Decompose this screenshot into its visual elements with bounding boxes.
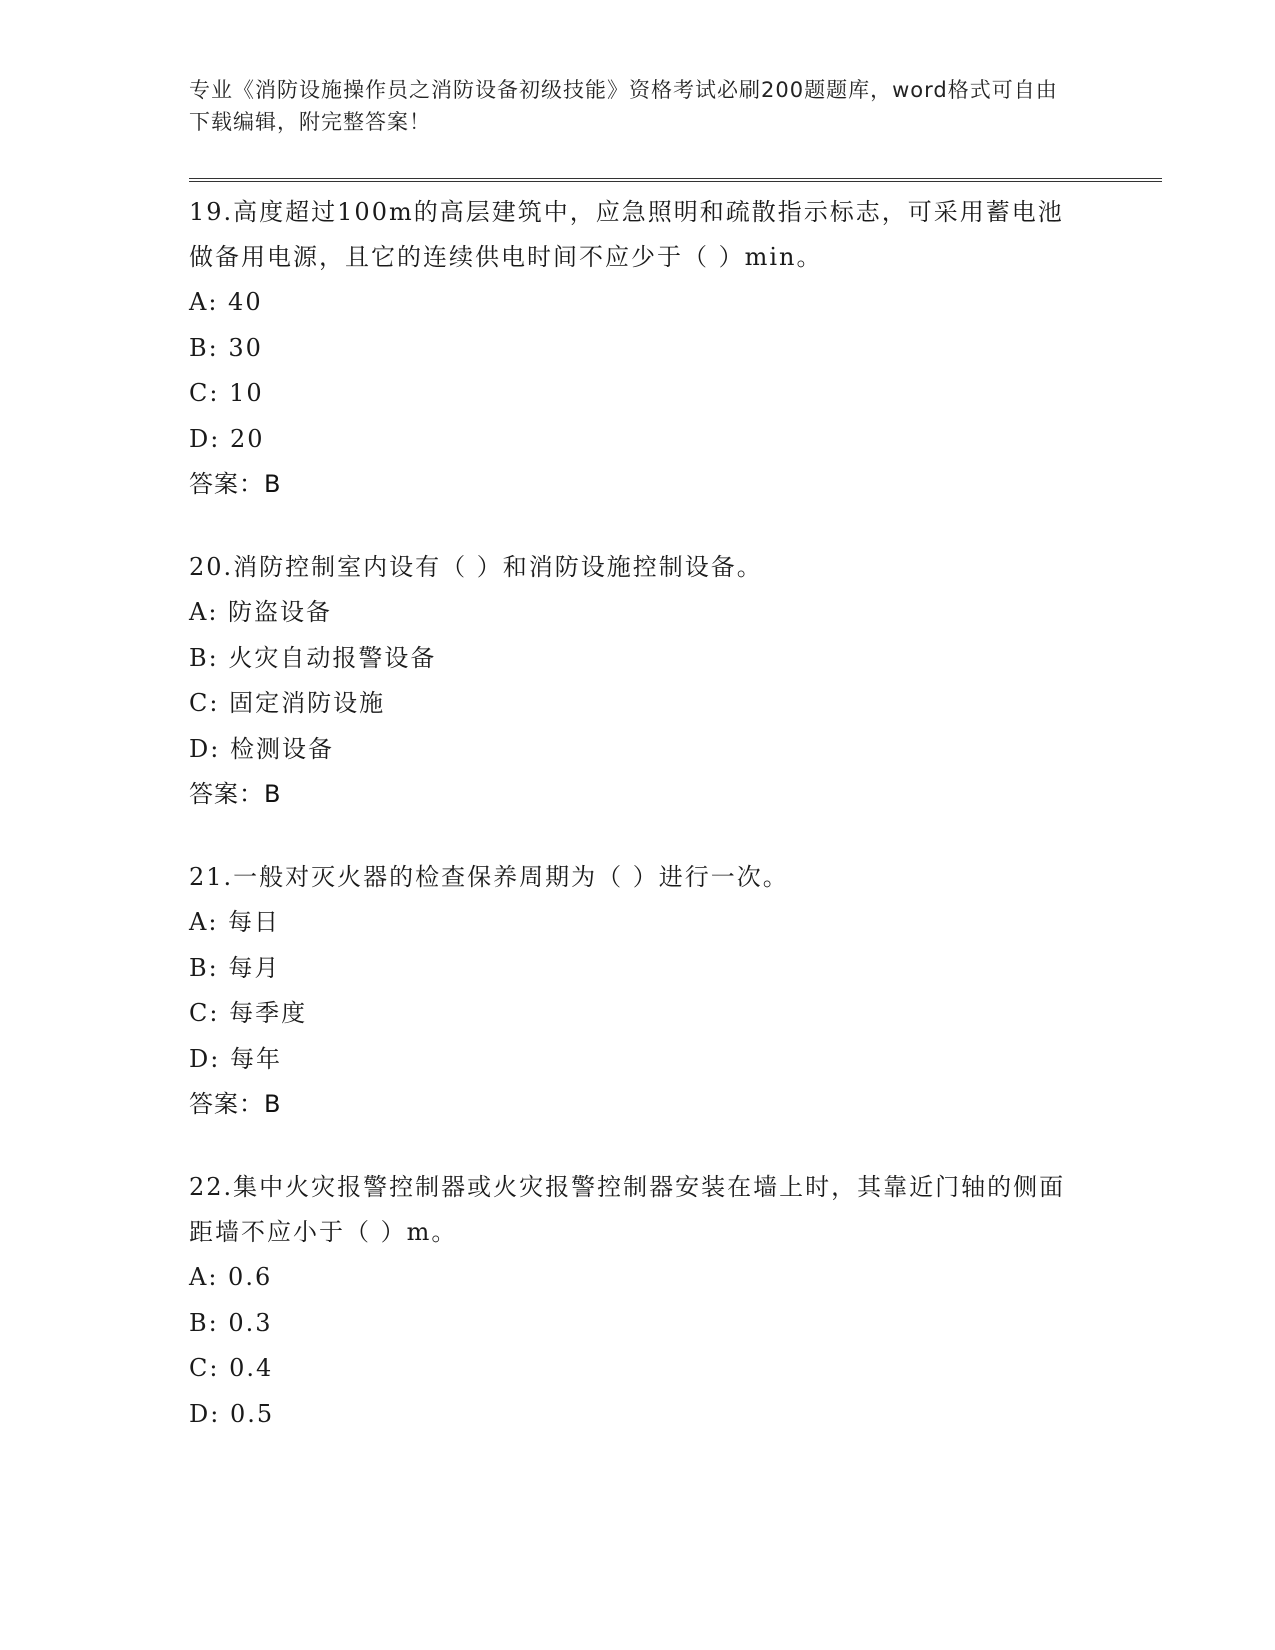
question-item <box>189 1165 1089 1437</box>
document-header: 专业《消防设施操作员之消防设备初级技能》资格考试必刷200题题库，word格式可自由下载编辑，附完整答案！ <box>189 78 1058 134</box>
option-c: C: 每季度 <box>189 999 308 1027</box>
option-c: C: 0.4 <box>189 1354 274 1382</box>
header-divider <box>189 178 1162 182</box>
question-item <box>189 545 1089 817</box>
option-d: D: 0.5 <box>189 1399 275 1428</box>
option-b: B: 0.3 <box>189 1308 273 1337</box>
question-stem: 22.集中火灾报警控制器或火灾报警控制器安装在墙上时，其靠近门轴的侧面距墙不应小于（ ）m。 <box>189 1173 1066 1246</box>
option-d: D: 20 <box>189 424 265 453</box>
answer-line: 答案：B <box>189 780 282 808</box>
option-b: B: 火灾自动报警设备 <box>189 643 437 672</box>
option-a: A: 40 <box>189 288 263 316</box>
option-a: A: 防盗设备 <box>189 598 333 626</box>
question-item <box>189 855 1089 1127</box>
question-stem: 19.高度超过100m的高层建筑中，应急照明和疏散指示标志，可采用蓄电池做备用电源，且它的连续供电时间不应少于（ ）min。 <box>189 198 1064 271</box>
option-d: D: 检测设备 <box>189 734 334 763</box>
option-d: D: 每年 <box>189 1044 282 1073</box>
question-stem: 20.消防控制室内设有（ ）和消防设施控制设备。 <box>189 553 763 581</box>
option-a: A: 每日 <box>189 908 281 936</box>
answer-line: 答案：B <box>189 1090 282 1118</box>
question-stem: 21.一般对灭火器的检查保养周期为（ ）进行一次。 <box>189 863 789 891</box>
option-a: A: 0.6 <box>189 1263 273 1291</box>
answer-line: 答案：B <box>189 470 282 498</box>
option-c: C: 固定消防设施 <box>189 689 386 717</box>
question-item <box>189 190 1089 507</box>
option-c: C: 10 <box>189 379 264 407</box>
question-list <box>189 190 1089 1475</box>
option-b: B: 30 <box>189 333 263 362</box>
option-b: B: 每月 <box>189 953 281 982</box>
